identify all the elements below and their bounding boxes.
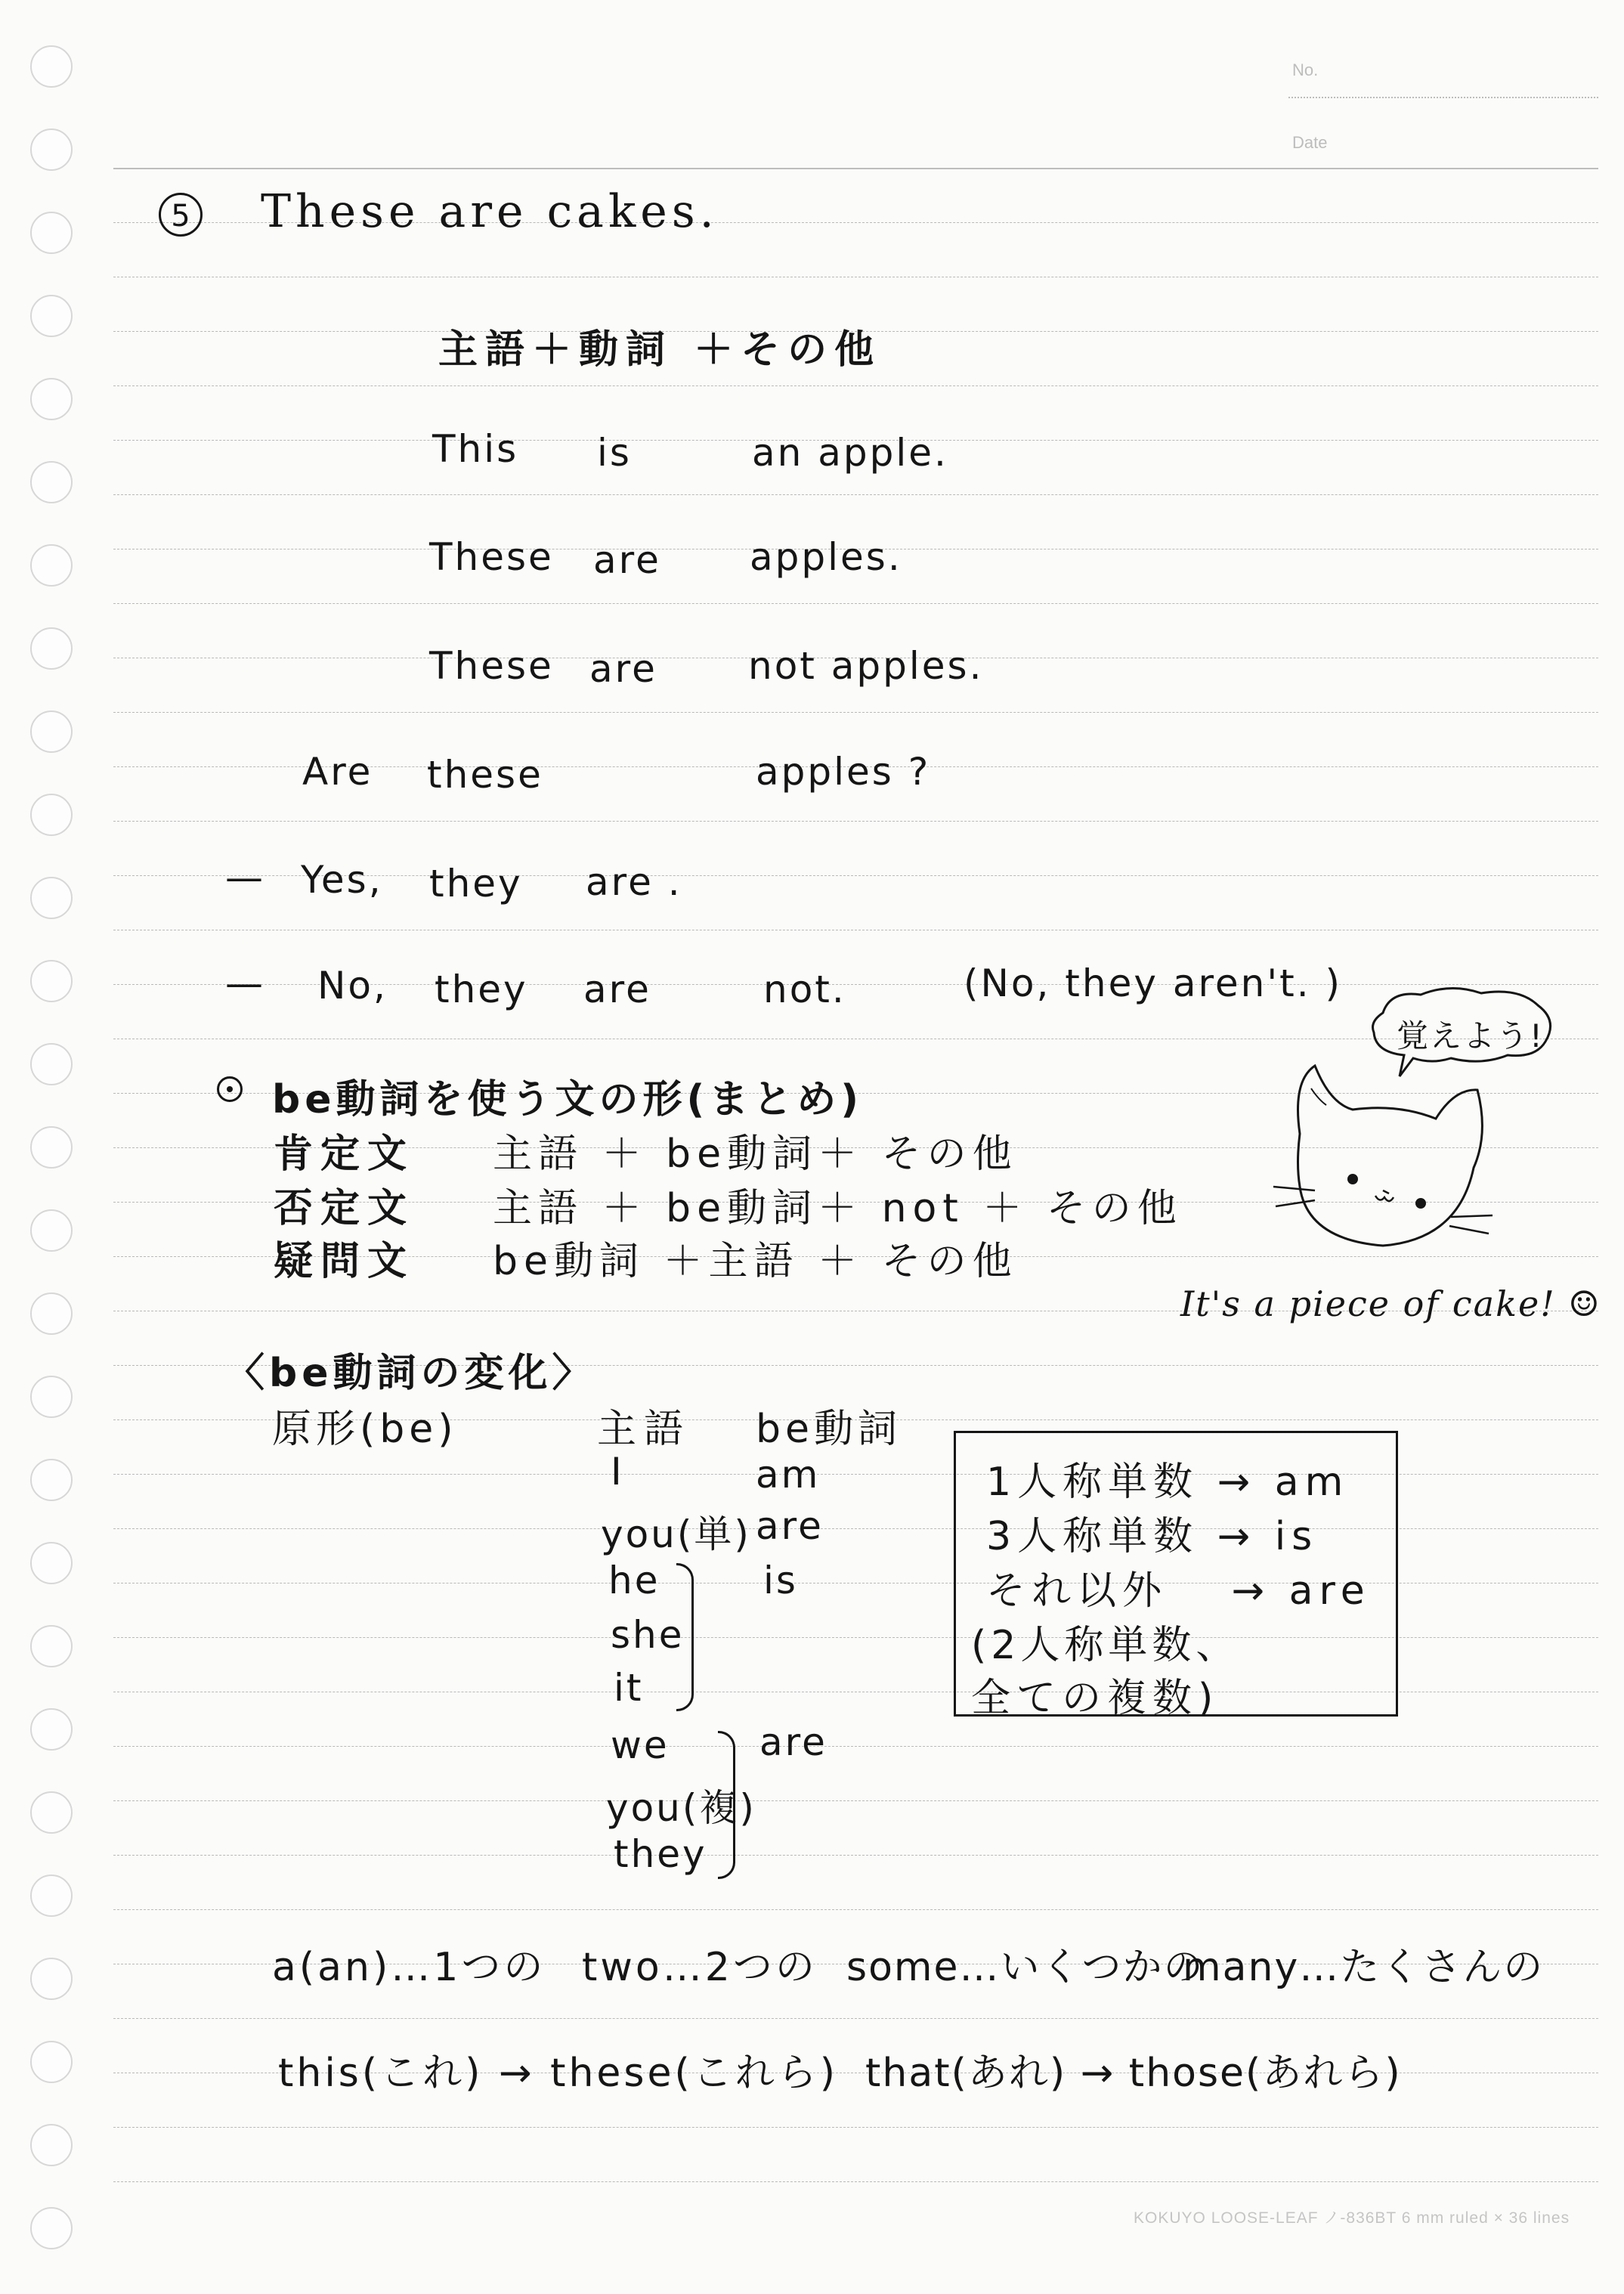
column-subject: 主語	[597, 1407, 691, 1452]
rule-line	[113, 494, 1598, 495]
rule-line	[113, 1746, 1598, 1747]
note-line: 1人称単数 → am	[986, 1460, 1350, 1505]
subject-cell: it	[614, 1666, 644, 1710]
brace-icon	[676, 1563, 694, 1711]
brace-icon	[718, 1731, 735, 1879]
example-rest: an apple.	[752, 431, 948, 475]
binder-hole	[30, 1376, 73, 1418]
binder-hole	[30, 212, 73, 254]
summary-label-affirmative: 肯定文	[274, 1132, 415, 1177]
verb-cell: is	[763, 1559, 798, 1602]
subject-cell: she	[611, 1613, 685, 1657]
vocab-item: some…いくつかの	[846, 1945, 1205, 1990]
cat-caption: It's a piece of cake! ☺	[1180, 1283, 1601, 1324]
binder-hole	[30, 295, 73, 337]
binder-hole	[30, 710, 73, 753]
verb-cell: are	[759, 1720, 827, 1764]
summary-text-negative: 主語 ＋ be動詞＋ not ＋ その他	[493, 1186, 1183, 1231]
summary-label-question: 疑問文	[274, 1239, 415, 1284]
binder-hole	[30, 45, 73, 88]
section-number-badge: 5	[159, 193, 203, 237]
column-verb: be動詞	[756, 1407, 902, 1452]
no-field-line	[1288, 97, 1598, 98]
binder-hole	[30, 1708, 73, 1751]
subject-cell: you(単)	[601, 1512, 751, 1556]
vocab-item: many…たくさんの	[1183, 1945, 1545, 1990]
answer-are: are	[583, 967, 651, 1011]
answer-they: they	[435, 967, 528, 1011]
binder-hole	[30, 1459, 73, 1501]
rule-line	[113, 2018, 1598, 2019]
note-line: (2人称単数、	[971, 1623, 1240, 1668]
verb-cell: am	[756, 1453, 821, 1497]
cat-face-icon	[1270, 1036, 1496, 1277]
no-label: No.	[1292, 60, 1319, 79]
binder-hole	[30, 1791, 73, 1834]
rule-line	[113, 1855, 1598, 1856]
summary-text-question: be動詞 ＋主語 ＋ その他	[493, 1239, 1018, 1284]
note-line: 全ての複数)	[971, 1676, 1220, 1721]
subject-cell: you(複)	[606, 1786, 756, 1830]
summary-text-affirmative: 主語 ＋ be動詞＋ その他	[493, 1132, 1018, 1177]
bubble-text: 覚えよう!	[1397, 1017, 1544, 1054]
summary-label-negative: 否定文	[274, 1186, 415, 1231]
answer-are: are .	[586, 860, 682, 904]
rule-line	[113, 821, 1598, 822]
example-verb: are	[593, 538, 661, 582]
rule-line	[113, 2127, 1598, 2128]
example-verb: is	[597, 431, 632, 475]
rule-line	[113, 603, 1598, 604]
rule-line	[113, 1800, 1598, 1801]
answer-they: they	[429, 862, 523, 906]
rule-line	[113, 2181, 1598, 2182]
vocab-item: that(あれ) → those(あれら)	[865, 2051, 1402, 2096]
binder-hole	[30, 1958, 73, 2000]
subject-cell: he	[608, 1559, 660, 1602]
binder-hole	[30, 960, 73, 1002]
binder-hole	[30, 544, 73, 587]
answer-dash: —	[225, 961, 265, 1005]
binder-hole	[30, 128, 73, 171]
binder-hole	[30, 1043, 73, 1085]
rule-line	[113, 712, 1598, 713]
subject-cell: they	[614, 1832, 707, 1876]
answer-not: not.	[763, 967, 846, 1011]
bullet-icon	[217, 1076, 243, 1102]
binder-hole	[30, 1542, 73, 1584]
example-subject: These	[429, 535, 554, 579]
binder-hole	[30, 877, 73, 919]
summary-heading: be動詞を使う文の形(まとめ)	[272, 1077, 864, 1122]
answer-dash: —	[225, 856, 265, 899]
binder-hole	[30, 794, 73, 836]
vocab-item: a(an)…1つの	[272, 1945, 546, 1990]
binder-hole	[30, 627, 73, 670]
paper-brand-footer: KOKUYO LOOSE-LEAF ノ-836BT 6 mm ruled × 36 lines	[1134, 2209, 1570, 2227]
rule-line	[113, 168, 1598, 169]
binder-hole	[30, 1625, 73, 1667]
question-verb: Are	[302, 750, 373, 794]
example-rest: not apples.	[748, 644, 984, 688]
lesson-title: These are cakes.	[261, 185, 719, 238]
question-subject: these	[427, 753, 543, 797]
subject-cell: we	[611, 1723, 670, 1767]
binder-hole	[30, 378, 73, 420]
vocab-item: this(これ) → these(これら)	[278, 2051, 839, 2096]
rule-line	[113, 385, 1598, 386]
question-rest: apples ?	[756, 750, 931, 794]
binder-hole	[30, 1293, 73, 1335]
sentence-pattern: 主語＋動詞 ＋その他	[438, 327, 882, 373]
base-form-label: 原形(be)	[272, 1407, 458, 1452]
verb-cell: are	[756, 1504, 824, 1548]
example-subject: These	[429, 644, 554, 688]
binder-hole	[30, 2207, 73, 2249]
subject-cell: I	[611, 1450, 624, 1494]
vocab-item: two…2つの	[582, 1945, 818, 1990]
example-rest: apples.	[750, 535, 902, 579]
binder-hole	[30, 1209, 73, 1252]
binder-hole	[30, 2124, 73, 2166]
note-line: 3人称単数 → is	[986, 1514, 1319, 1559]
rule-line	[113, 1909, 1598, 1910]
date-label: Date	[1292, 133, 1328, 152]
note-line: それ以外 → are	[986, 1568, 1371, 1614]
binder-hole	[30, 1126, 73, 1169]
binder-hole	[30, 2041, 73, 2083]
example-verb: are	[589, 647, 657, 691]
answer-yes: Yes,	[301, 858, 383, 902]
answer-contraction: (No, they aren't. )	[964, 961, 1343, 1005]
binder-hole	[30, 461, 73, 503]
answer-no: No,	[317, 964, 388, 1008]
conjugation-heading: 〈be動詞の変化〉	[225, 1351, 596, 1396]
example-subject: This	[432, 427, 519, 471]
binder-hole	[30, 1875, 73, 1917]
